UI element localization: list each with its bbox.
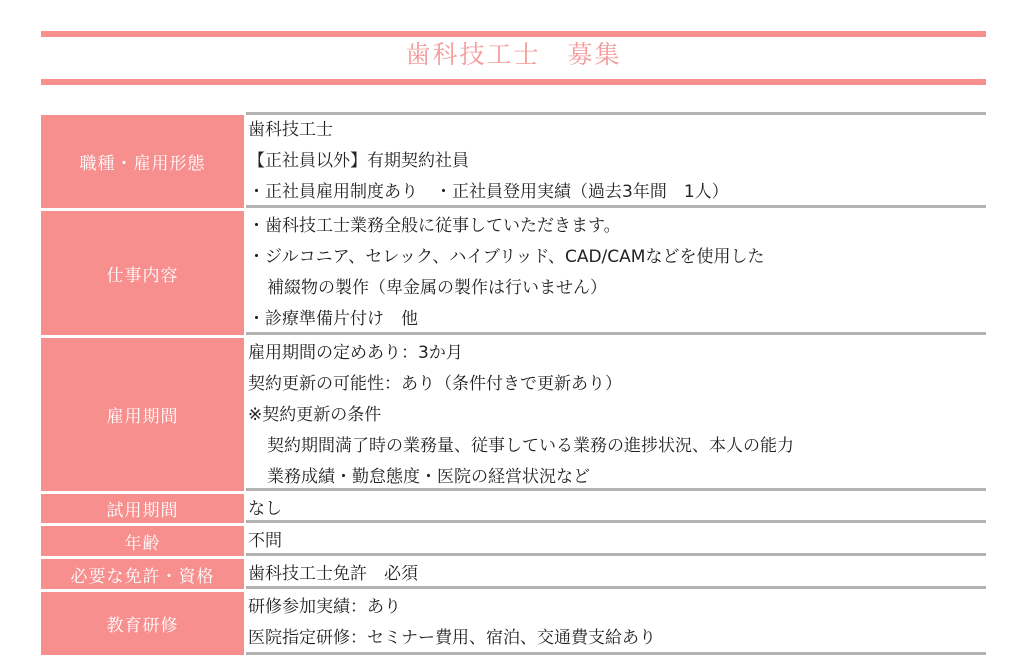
content-line: 雇用期間の定めあり：3か月: [248, 343, 463, 363]
content-line: ・ジルコニア、セレック、ハイブリッド、CAD/CAMなどを使用した: [248, 247, 765, 267]
content-line: 医院指定研修：セミナー費用、宿泊、交通費支給あり: [248, 628, 656, 648]
label-trial-period: 試用期間: [41, 494, 244, 523]
content-line: ・歯科技工士業務全般に従事していただきます。: [248, 216, 621, 236]
content-line: ・診療準備片付け 他: [248, 309, 418, 329]
row-divider: [246, 652, 986, 655]
content-line: ・正社員雇用制度あり ・正社員登用実績（過去3年間 1人）: [248, 182, 729, 202]
content-age: [248, 526, 986, 553]
row-employment-period: [41, 335, 986, 491]
content-employment-period: [248, 338, 986, 488]
content-line: 契約期間満了時の業務量、従事している業務の進捗状況、本人の能力: [267, 436, 794, 456]
label-employment-period: 雇用期間: [41, 338, 244, 491]
content-line: 【正社員以外】有期契約社員: [248, 151, 469, 171]
content-line: 研修参加実績：あり: [248, 597, 401, 617]
row-age: [41, 523, 986, 556]
content-trial-period: [248, 494, 986, 520]
content-training: [248, 592, 986, 652]
content-line: 業務成績・勤怠態度・医院の経営状況など: [267, 467, 590, 487]
page-title: 歯科技工士 募集: [405, 40, 622, 69]
content-line: 不問: [248, 531, 282, 551]
label-job-description: 仕事内容: [41, 211, 244, 335]
content-line: 歯科技工士免許 必須: [248, 564, 418, 584]
row-license: [41, 556, 986, 589]
row-job-type: [41, 112, 986, 208]
content-line: なし: [248, 499, 282, 519]
content-line: 歯科技工士: [248, 120, 333, 140]
label-training: 教育研修: [41, 592, 244, 655]
label-job-type: 職種・雇用形態: [41, 115, 244, 208]
content-job-description: [248, 211, 986, 332]
row-training: [41, 589, 986, 655]
content-line: 契約更新の可能性：あり（条件付きで更新あり）: [248, 374, 622, 394]
row-trial-period: [41, 491, 986, 523]
content-license: [248, 559, 986, 586]
row-job-description: [41, 208, 986, 335]
content-line: 補綴物の製作（卑金属の製作は行いません）: [267, 278, 607, 298]
content-job-type: [248, 115, 986, 205]
title-bottom-rule: [41, 79, 986, 85]
label-age: 年齢: [41, 526, 244, 556]
content-line: ※契約更新の条件: [248, 405, 382, 425]
label-license: 必要な免許・資格: [41, 559, 244, 589]
